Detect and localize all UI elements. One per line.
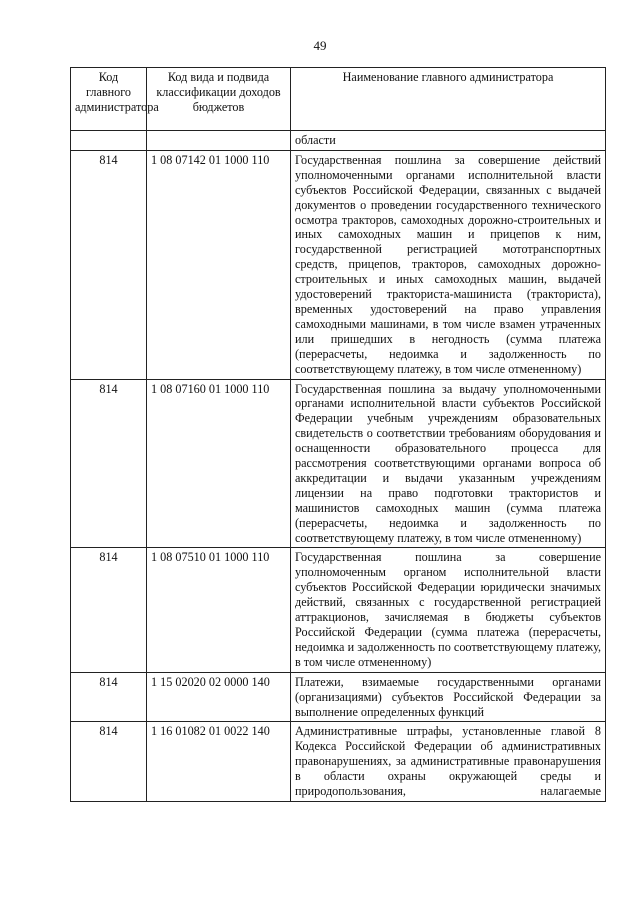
admin-code-cell: 814 <box>71 672 147 722</box>
table-header-row <box>71 68 606 131</box>
income-code-cell: 1 08 07142 01 1000 110 <box>147 150 291 379</box>
admin-name-cell: Государственная пошлина за совершение уполномоченным органом исполнительной власти субъектов Российской Федерации юридически значимых действий, связанных с государственной регистрацией аттракционов, зачисляемая в бюджеты субъектов Российской Федерации (сумма платежа (перерасчеты, недоимка и задолженность по соответствующему платежу, в том числе отмененному) <box>291 548 606 672</box>
admin-name-cell: Государственная пошлина за совершение действий уполномоченными органами исполнительной власти субъектов Российской Федерации, связанных с выдачей документов о проведении государственного технического осмотра тракторов, самоходных дорожно-строительных и иных самоходных машин и прицепов к ним, государственной регистрацией мототранспортных средств, прицепов, тракторов, самоходных дорожно-строительных и иных самоходных машин, выдачей удостоверений тракториста-машиниста (тракториста), временных удостоверений на право управления самоходными машинами, в том числе взамен утраченных или пришедших в негодность (сумма платежа (перерасчеты, недоимка и задолженность по соответствующему платежу, в том числе отмененному) <box>291 150 606 379</box>
income-codes-table <box>70 67 606 802</box>
page-number: 49 <box>313 38 327 53</box>
admin-code-cell: 814 <box>71 548 147 672</box>
section-row <box>71 131 606 151</box>
admin-name-cell: Платежи, взимаемые государственными органами (организациями) субъектов Российской Федерации за выполнение определенных функций <box>291 672 606 722</box>
header-admin-code: Код главного администратора <box>71 68 147 131</box>
header-admin-name: Наименование главного администратора <box>291 68 606 131</box>
table-row <box>71 379 606 548</box>
income-code-cell: 1 15 02020 02 0000 140 <box>147 672 291 722</box>
section-empty-cell <box>147 131 291 151</box>
table-row <box>71 548 606 672</box>
income-code-cell: 1 08 07510 01 1000 110 <box>147 548 291 672</box>
admin-code-cell: 814 <box>71 722 147 802</box>
admin-name-cell: Государственная пошлина за выдачу уполномоченными органами исполнительной власти субъектов Российской Федерации учебным учреждениям образовательных свидетельств о соответствии требованиям оборудования и оснащенности образовательного процесса для рассмотрения соответствующими органами вопроса об аккредитации и выдачи указанным учреждениям лицензии на право подготовки трактористов и машинистов самоходных машин (сумма платежа (перерасчеты, недоимка и задолженность по соответствующему платежу, в том числе отмененному) <box>291 379 606 548</box>
section-empty-cell <box>71 131 147 151</box>
income-code-cell: 1 08 07160 01 1000 110 <box>147 379 291 548</box>
table-row <box>71 150 606 379</box>
table-row <box>71 722 606 802</box>
header-income-code: Код вида и подвида классификации доходов бюджетов <box>147 68 291 131</box>
admin-name-cell: Административные штрафы, установленные главой 8 Кодекса Российской Федерации об административных правонарушениях, за административные правонарушения в области охраны окружающей среды и природопользования, налагаемые <box>291 722 606 802</box>
section-title: области <box>291 131 606 151</box>
income-code-cell: 1 16 01082 01 0022 140 <box>147 722 291 802</box>
table-row <box>71 672 606 722</box>
admin-code-cell: 814 <box>71 379 147 548</box>
admin-code-cell: 814 <box>71 150 147 379</box>
